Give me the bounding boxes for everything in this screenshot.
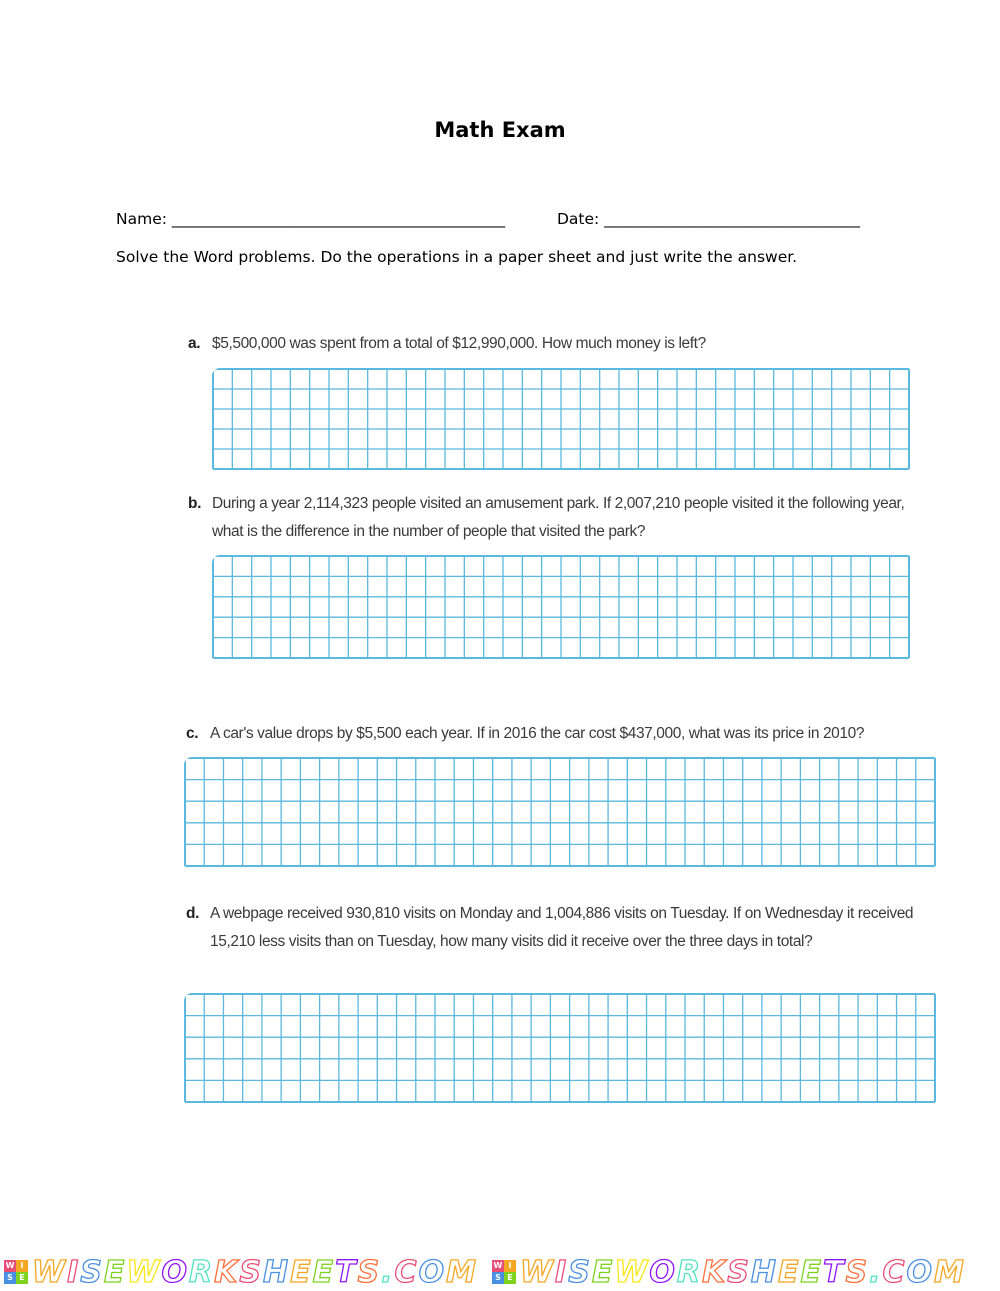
- question-letter: b.: [188, 495, 201, 512]
- name-line[interactable]: ___________________________________________: [171, 210, 506, 228]
- brand-letter: S: [568, 1254, 592, 1290]
- answer-grid-b[interactable]: [212, 555, 910, 659]
- brand-text: [32, 1255, 478, 1290]
- brand-letter: E: [103, 1254, 127, 1290]
- question-text: A webpage received 930,810 visits on Monday and 1,004,886 visits on Tuesday. If on Wednesday it received 15,210 less visits than on Tuesday, how many visits did it receive over the three days in total?: [210, 905, 914, 950]
- brand-letter: T: [823, 1254, 846, 1290]
- date-field: [557, 210, 860, 228]
- answer-grid-c[interactable]: [184, 757, 936, 867]
- brand-letter: S: [357, 1254, 382, 1290]
- brand-letter: K: [214, 1254, 240, 1290]
- brand-letter: M: [934, 1254, 966, 1290]
- question-c: [186, 720, 956, 748]
- question-d: [186, 900, 946, 956]
- brand-letter: E: [778, 1254, 801, 1290]
- answer-grid-d[interactable]: [184, 993, 936, 1103]
- brand-letter: S: [845, 1254, 870, 1290]
- date-label: Date:: [557, 210, 600, 228]
- watermark-footer: [4, 1254, 1000, 1290]
- question-letter: d.: [186, 905, 199, 922]
- brand-letter: M: [446, 1254, 478, 1290]
- brand-letter: W: [519, 1254, 556, 1290]
- brand-logo-icon: W I S E: [4, 1260, 28, 1284]
- question-b: [188, 490, 918, 546]
- brand-letter: K: [702, 1254, 728, 1290]
- brand-letter: E: [312, 1254, 336, 1290]
- brand-letter: C: [882, 1254, 907, 1290]
- brand-letter: O: [161, 1254, 189, 1290]
- instructions: Solve the Word problems. Do the operations in a paper sheet and just write the answer.: [116, 248, 798, 266]
- brand-letter: W: [126, 1254, 162, 1290]
- brand-letter: I: [555, 1254, 569, 1290]
- brand-letter: H: [750, 1254, 779, 1290]
- brand-letter: C: [394, 1254, 419, 1290]
- brand-letter: .: [381, 1254, 395, 1290]
- brand-letter: R: [188, 1254, 215, 1290]
- brand-text: [520, 1255, 966, 1290]
- brand-letter: .: [869, 1254, 883, 1290]
- brand-letter: S: [80, 1254, 104, 1290]
- brand-letter: W: [32, 1254, 68, 1290]
- brand-letter: H: [262, 1254, 291, 1290]
- date-line[interactable]: _________________________________: [604, 210, 860, 228]
- brand-letter: O: [649, 1254, 677, 1290]
- brand-letter: O: [418, 1254, 447, 1290]
- question-text: $5,500,000 was spent from a total of $12,990,000. How much money is left?: [212, 335, 706, 352]
- brand-letter: S: [239, 1254, 263, 1290]
- brand-letter: E: [290, 1254, 313, 1290]
- question-text: During a year 2,114,323 people visited an amusement park. If 2,007,210 people visited it the following year, what is the difference in the number of people that visited the park?: [212, 495, 905, 540]
- brand-letter: S: [727, 1254, 751, 1290]
- question-letter: c.: [186, 725, 199, 742]
- question-a: [188, 330, 918, 358]
- brand-letter: E: [800, 1254, 824, 1290]
- page-title: Math Exam: [434, 118, 566, 142]
- question-text: A car's value drops by $5,500 each year. If in 2016 the car cost $437,000, what was its price in 2010?: [210, 725, 865, 742]
- brand-letter: T: [335, 1254, 358, 1290]
- name-label: Name:: [116, 210, 167, 228]
- brand-letter: E: [591, 1254, 615, 1290]
- answer-grid-a[interactable]: [212, 368, 910, 470]
- brand-letter: O: [906, 1254, 935, 1290]
- question-letter: a.: [188, 335, 201, 352]
- brand-logo-icon: W I S E: [492, 1260, 516, 1284]
- brand-letter: I: [67, 1254, 81, 1290]
- brand-letter: W: [614, 1254, 650, 1290]
- brand-letter: R: [676, 1254, 703, 1290]
- header-fields: [116, 210, 860, 228]
